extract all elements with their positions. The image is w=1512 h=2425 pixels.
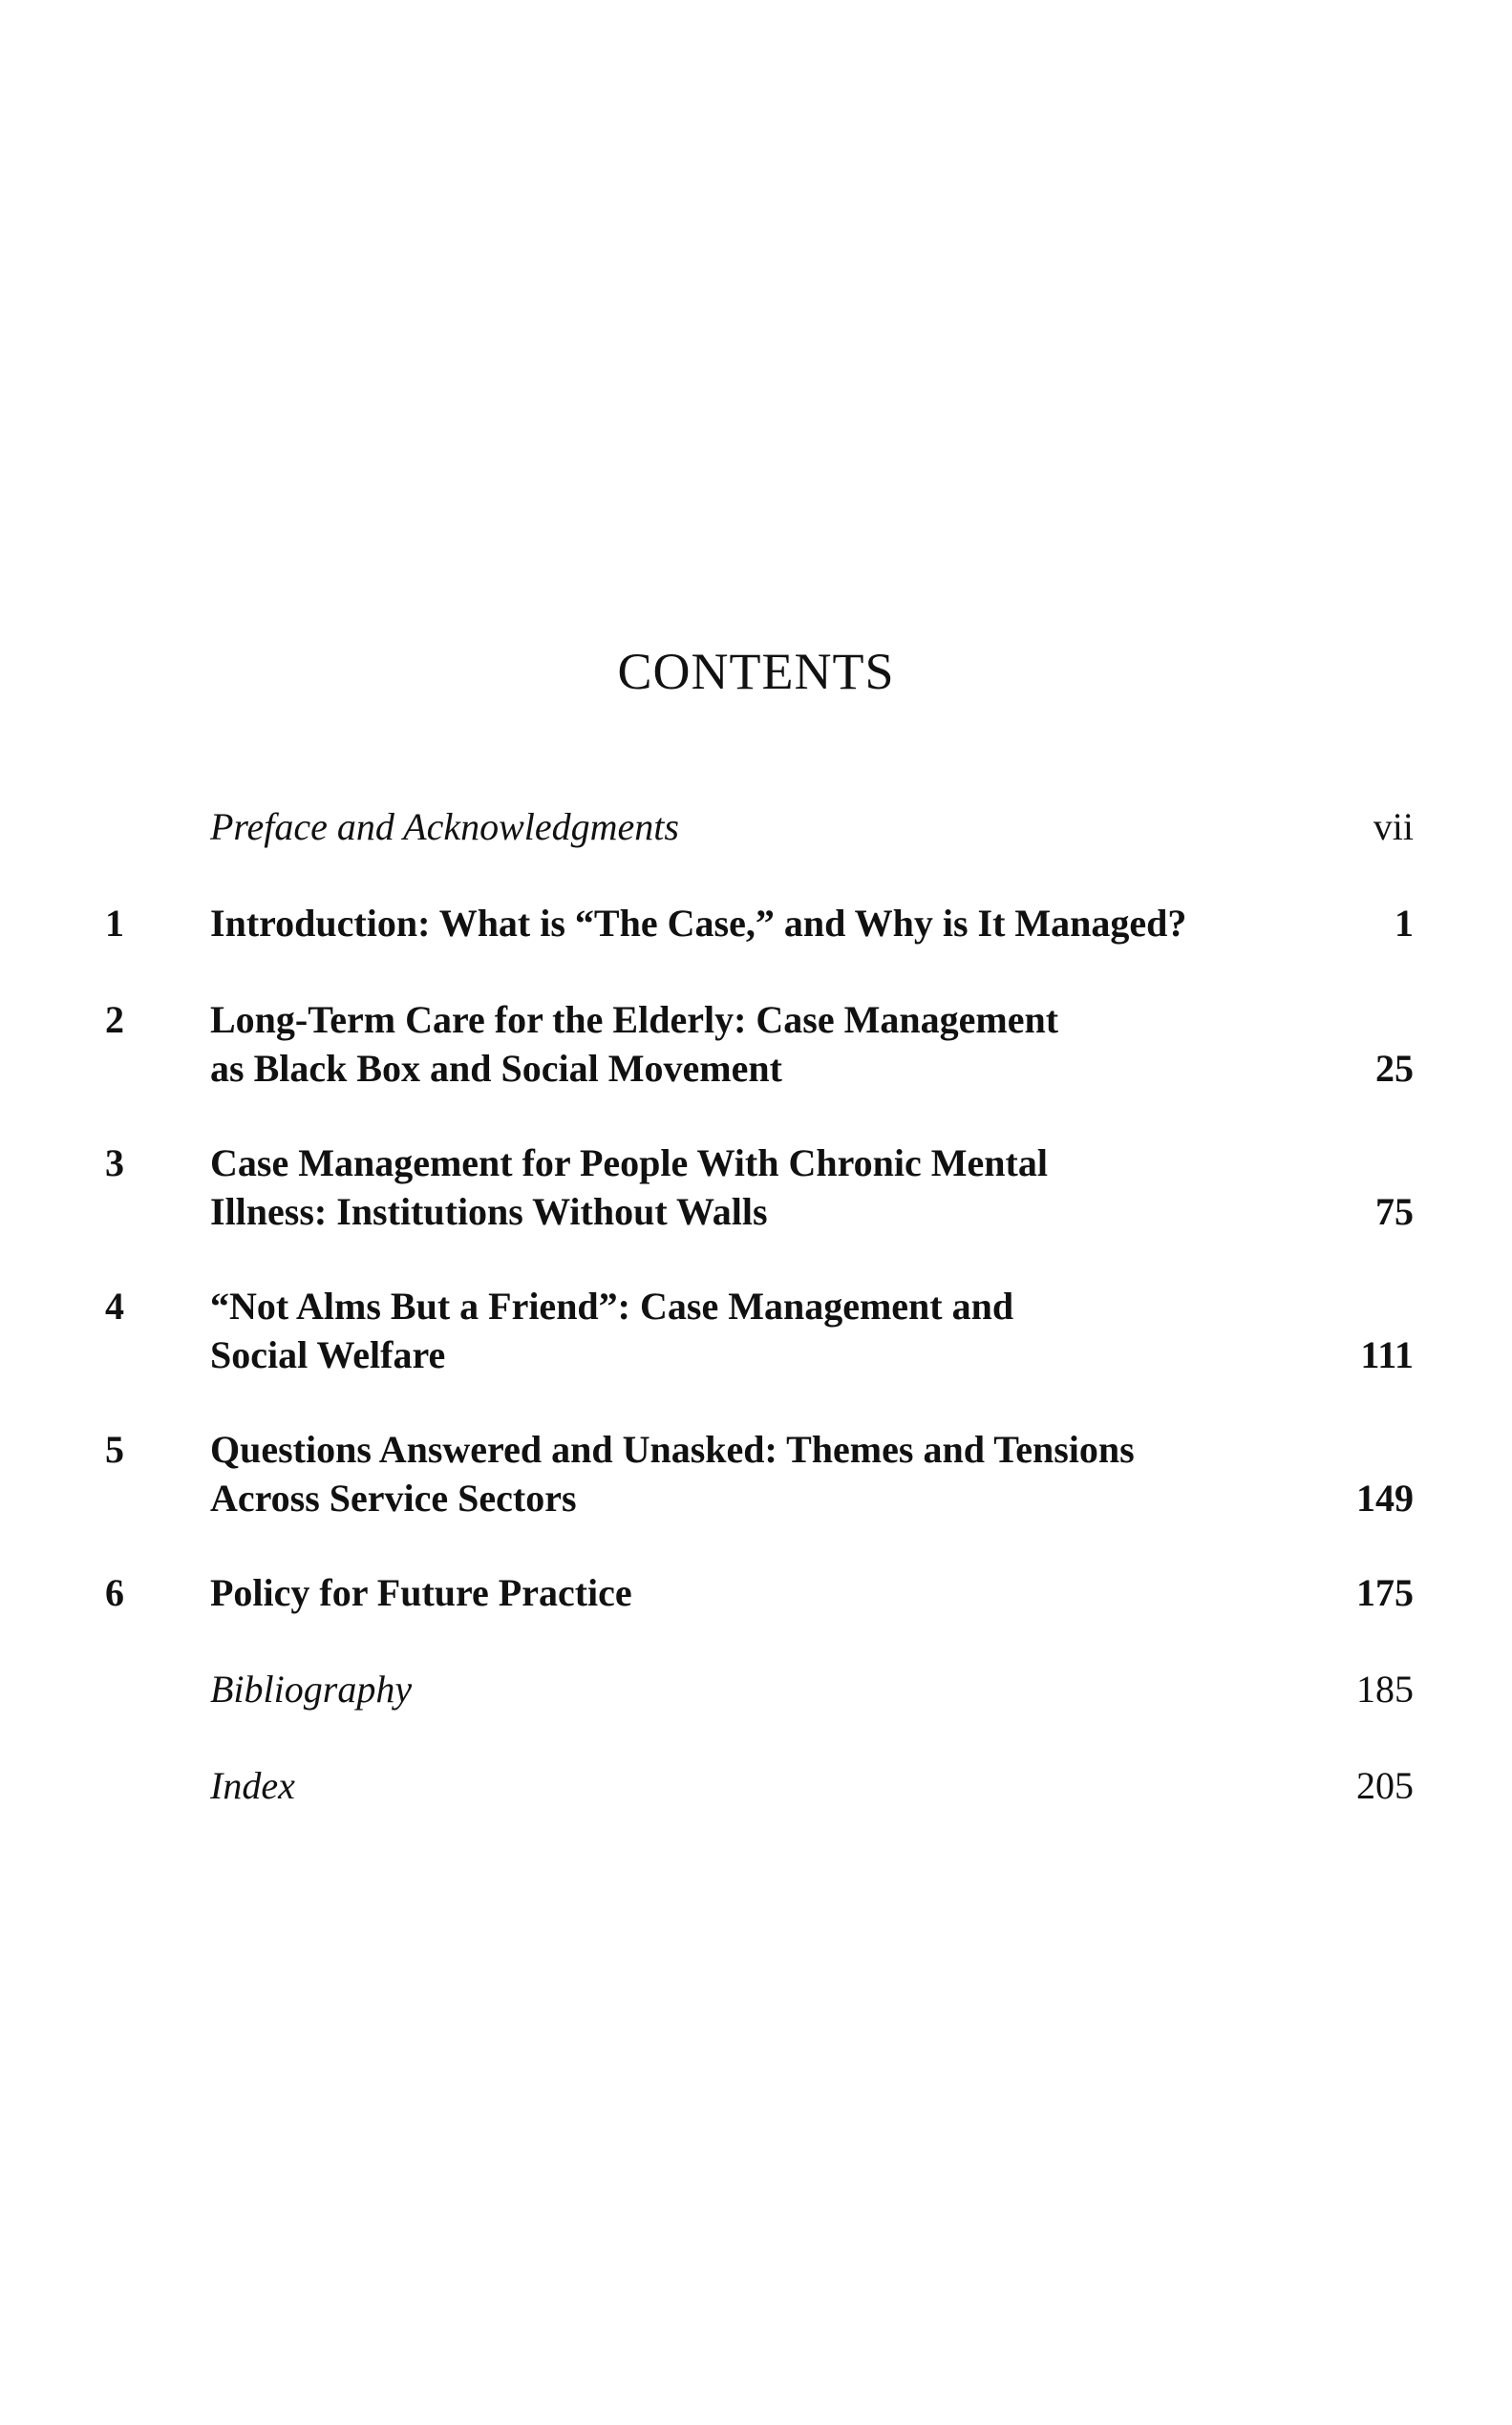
toc-entry-title-line: Case Management for People With Chronic Mental	[210, 1141, 1048, 1184]
toc-entry-title	[210, 1665, 1280, 1713]
toc-entry-page: 1	[1395, 902, 1414, 945]
toc-entry-page: 185	[1356, 1668, 1414, 1711]
toc-entry-page: 111	[1360, 1333, 1414, 1376]
toc-entry-page: 205	[1356, 1764, 1414, 1807]
toc-entry-page: 75	[1375, 1190, 1414, 1233]
toc-entry-title-line: Social Welfare	[210, 1333, 446, 1376]
toc-entry-number: 3	[105, 1141, 124, 1184]
toc-entry-page: 149	[1356, 1477, 1414, 1520]
toc-entry-bibliography	[105, 1665, 1414, 1713]
toc-entry-title	[210, 1568, 1280, 1617]
toc-entry-chapter-4	[105, 1282, 1414, 1379]
toc-entry-title	[210, 1425, 1280, 1522]
page-title: CONTENTS	[617, 643, 895, 701]
toc-entry-title-line: Preface and Acknowledgments	[210, 805, 679, 848]
toc-entry-title	[210, 802, 1280, 851]
toc-entry-title-line: as Black Box and Social Movement	[210, 1047, 782, 1090]
toc-entry-chapter-2	[105, 995, 1414, 1093]
toc-entry-number: 1	[105, 902, 124, 945]
toc-entry-title-line: Illness: Institutions Without Walls	[210, 1190, 768, 1233]
toc-entry-chapter-3	[105, 1138, 1414, 1236]
toc-entry-number: 6	[105, 1571, 124, 1614]
table-of-contents	[105, 802, 1414, 1810]
toc-entry-page: 25	[1375, 1047, 1414, 1090]
toc-entry-page: 175	[1356, 1571, 1414, 1614]
toc-entry-title	[210, 1282, 1280, 1379]
toc-entry-title	[210, 1761, 1280, 1810]
toc-entry-chapter-1	[105, 899, 1414, 947]
toc-entry-title-line: Policy for Future Practice	[210, 1571, 632, 1614]
toc-entry-number: 4	[105, 1285, 124, 1328]
toc-entry-title-line: Long-Term Care for the Elderly: Case Management	[210, 998, 1059, 1041]
toc-entry-title	[210, 1138, 1280, 1236]
toc-entry-title-line: “Not Alms But a Friend”: Case Management and	[210, 1285, 1014, 1328]
toc-entry-preface	[105, 802, 1414, 851]
toc-entry-title-line: Index	[210, 1764, 295, 1807]
toc-entry-chapter-5	[105, 1425, 1414, 1522]
toc-entry-page: vii	[1373, 805, 1414, 848]
toc-entry-title-line: Introduction: What is “The Case,” and Why is It Managed?	[210, 902, 1187, 945]
toc-entry-title-line: Bibliography	[210, 1668, 413, 1711]
toc-entry-title	[210, 899, 1280, 947]
toc-entry-number: 5	[105, 1428, 124, 1471]
toc-entry-title-line: Questions Answered and Unasked: Themes and Tensions	[210, 1428, 1135, 1471]
toc-entry-title-line: Across Service Sectors	[210, 1477, 577, 1520]
toc-entry-title	[210, 995, 1280, 1093]
toc-entry-index	[105, 1761, 1414, 1810]
toc-entry-chapter-6	[105, 1568, 1414, 1617]
toc-entry-number: 2	[105, 998, 124, 1041]
